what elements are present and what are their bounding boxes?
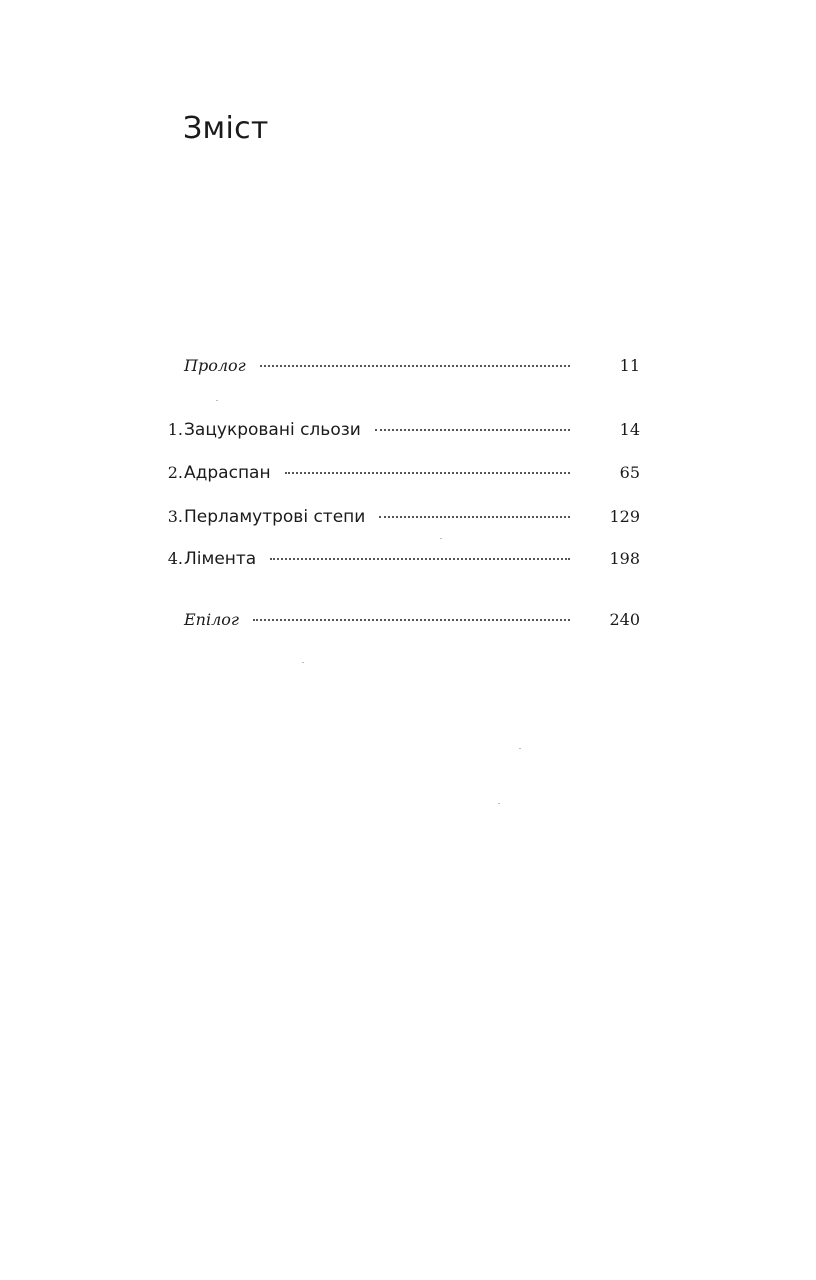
scan-speck	[216, 400, 218, 401]
toc-entry-number: 2.	[167, 463, 183, 482]
scan-speck	[302, 662, 304, 663]
dot-leader	[285, 472, 570, 474]
toc-entry-page: 129	[609, 507, 640, 526]
scan-speck	[440, 538, 442, 539]
dot-leader	[379, 516, 570, 518]
toc-entry-prologue[interactable]	[150, 352, 640, 380]
dot-leader	[253, 619, 570, 621]
scan-speck	[498, 803, 500, 804]
toc-entry-label: Адраспан	[184, 463, 271, 483]
scan-speck	[519, 748, 521, 749]
toc-entry-number: 4.	[167, 549, 183, 568]
toc-entry-label: Зацукровані сльози	[184, 420, 361, 440]
toc-entry-chapter-2[interactable]	[150, 459, 640, 487]
toc-entry-chapter-1[interactable]	[150, 416, 640, 444]
toc-entry-number: 1.	[167, 420, 183, 439]
toc-entry-chapter-4[interactable]	[150, 545, 640, 573]
toc-entry-epilogue[interactable]	[150, 606, 640, 634]
toc-entry-page: 11	[619, 356, 640, 375]
dot-leader	[270, 558, 570, 560]
toc-entry-number: 3.	[167, 507, 183, 526]
toc-entry-page: 65	[619, 463, 640, 482]
dot-leader	[375, 429, 570, 431]
toc-entry-chapter-3[interactable]	[150, 503, 640, 531]
page-title: Зміст	[183, 111, 269, 146]
toc-entry-label: Перламутрові степи	[184, 507, 366, 527]
toc-entry-label: Епілог	[184, 610, 240, 629]
dot-leader	[260, 365, 570, 367]
toc-entry-label: Лімента	[184, 549, 257, 569]
toc-entry-page: 240	[609, 610, 640, 629]
toc-entry-page: 198	[609, 549, 640, 568]
toc-entry-label: Пролог	[184, 356, 246, 375]
toc-entry-page: 14	[619, 420, 640, 439]
